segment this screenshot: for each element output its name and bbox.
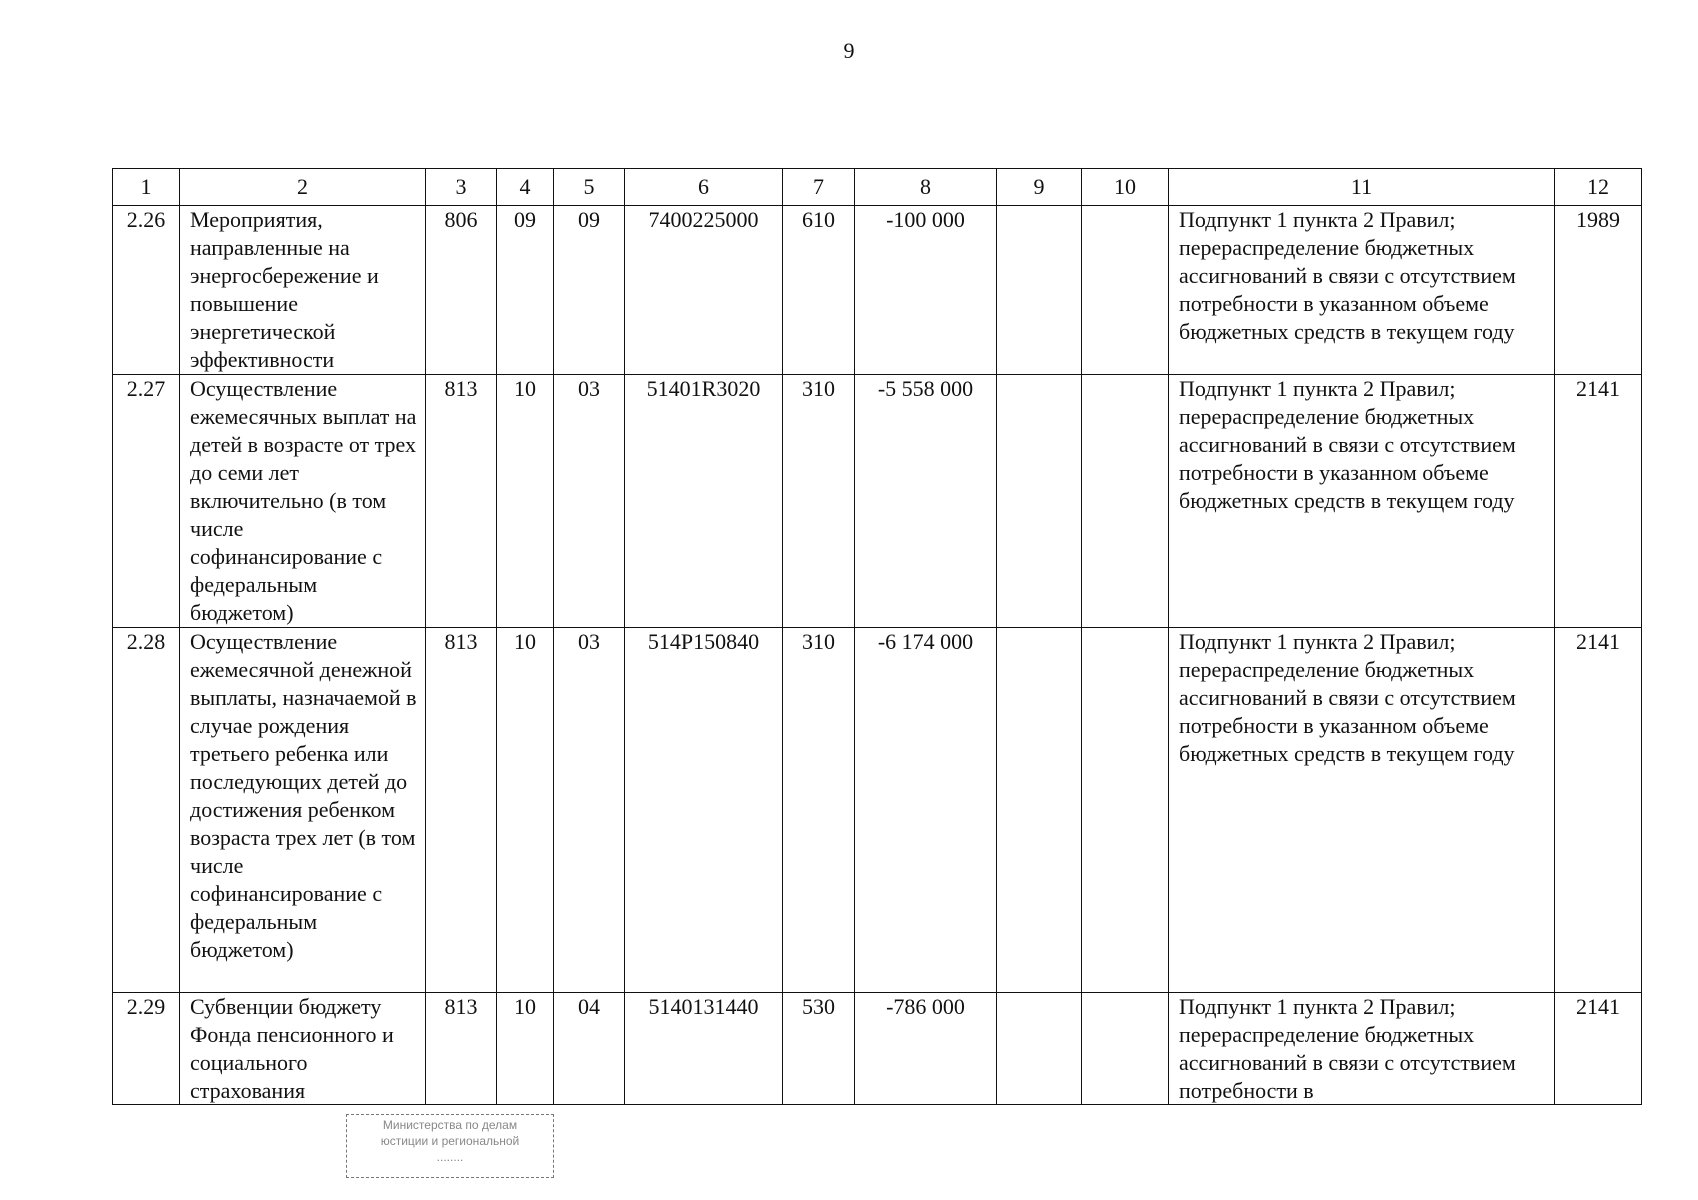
column-header: 6 bbox=[625, 169, 783, 206]
column-header: 7 bbox=[783, 169, 855, 206]
cell-col-7: 310 bbox=[783, 375, 855, 628]
cell-col-12: 1989 bbox=[1555, 206, 1642, 375]
item-name-text: Субвенции бюджету Фонда пенсионного и социального страхования bbox=[190, 994, 394, 1103]
cell-col-9 bbox=[997, 993, 1082, 1105]
column-header: 8 bbox=[855, 169, 997, 206]
cell-col-6: 514P150840 bbox=[625, 628, 783, 993]
table-row bbox=[113, 206, 1642, 375]
cell-col-4: 10 bbox=[497, 375, 554, 628]
item-name: Мероприятия, направленные на энергосбережение и повышение энергетической эффективности bbox=[180, 206, 426, 375]
cell-basis: Подпункт 1 пункта 2 Правил; перераспределение бюджетных ассигнований в связи с отсутствием потребности в указанном объеме бюджетных средств в текущем году bbox=[1169, 375, 1555, 628]
cell-col-5: 03 bbox=[554, 375, 625, 628]
cell-col-6: 51401R3020 bbox=[625, 375, 783, 628]
cell-col-4: 10 bbox=[497, 993, 554, 1105]
column-header: 3 bbox=[426, 169, 497, 206]
column-header: 12 bbox=[1555, 169, 1642, 206]
cell-col-9 bbox=[997, 628, 1082, 993]
column-header: 10 bbox=[1082, 169, 1169, 206]
cell-col-10 bbox=[1082, 375, 1169, 628]
cell-col-7: 610 bbox=[783, 206, 855, 375]
page-number: 9 bbox=[843, 38, 855, 63]
cell-basis: Подпункт 1 пункта 2 Правил; перераспределение бюджетных ассигнований в связи с отсутствием потребности в указанном объеме бюджетных средств в текущем году bbox=[1169, 206, 1555, 375]
cell-basis: Подпункт 1 пункта 2 Правил; перераспределение бюджетных ассигнований в связи с отсутствием потребности в указанном объеме бюджетных средств в текущем году bbox=[1169, 628, 1555, 993]
cell-col-5: 09 bbox=[554, 206, 625, 375]
cell-amount: -100 000 bbox=[855, 206, 997, 375]
column-header: 11 bbox=[1169, 169, 1555, 206]
stamp-line: ........ bbox=[436, 1150, 464, 1164]
cell-col-6: 7400225000 bbox=[625, 206, 783, 375]
item-name: Осуществление ежемесячных выплат на детей в возрасте от трех до семи лет включительно (в том числе софинансирование с федеральным бюджетом) bbox=[180, 375, 426, 628]
cell-col-12: 2141 bbox=[1555, 993, 1642, 1105]
cell-col-9 bbox=[997, 375, 1082, 628]
cell-col-3: 813 bbox=[426, 628, 497, 993]
cell-col-9 bbox=[997, 206, 1082, 375]
stamp-line: юстиции и региональной bbox=[380, 1134, 520, 1148]
cell-col-12: 2141 bbox=[1555, 375, 1642, 628]
ministry-stamp bbox=[346, 1114, 554, 1178]
cell-amount: -786 000 bbox=[855, 993, 997, 1105]
item-name bbox=[180, 993, 426, 1105]
cell-col-10 bbox=[1082, 206, 1169, 375]
cell-amount: -5 558 000 bbox=[855, 375, 997, 628]
cell-col-5: 03 bbox=[554, 628, 625, 993]
column-header: 9 bbox=[997, 169, 1082, 206]
column-header: 5 bbox=[554, 169, 625, 206]
cell-col-7: 310 bbox=[783, 628, 855, 993]
row-number: 2.26 bbox=[113, 206, 180, 375]
cell-col-10 bbox=[1082, 993, 1169, 1105]
row-number: 2.27 bbox=[113, 375, 180, 628]
cell-col-12: 2141 bbox=[1555, 628, 1642, 993]
cell-basis-text: Подпункт 1 пункта 2 Правил; перераспределение бюджетных ассигнований в связи с отсутствием потребности в bbox=[1179, 994, 1516, 1103]
column-header: 4 bbox=[497, 169, 554, 206]
column-header: 2 bbox=[180, 169, 426, 206]
table-header bbox=[113, 169, 1642, 206]
table-row bbox=[113, 375, 1642, 628]
item-name: Осуществление ежемесячной денежной выплаты, назначаемой в случае рождения третьего ребенка или последующих детей до достижения ребенком возраста трех лет (в том числе софинансирование с федеральным бюджетом) bbox=[180, 628, 426, 993]
cell-col-6: 5140131440 bbox=[625, 993, 783, 1105]
row-number: 2.28 bbox=[113, 628, 180, 993]
cell-col-4: 10 bbox=[497, 628, 554, 993]
cell-col-3: 813 bbox=[426, 375, 497, 628]
column-header: 1 bbox=[113, 169, 180, 206]
stamp-line: Министерства по делам bbox=[382, 1118, 518, 1132]
budget-table bbox=[112, 168, 1642, 1105]
cell-col-3: 806 bbox=[426, 206, 497, 375]
cell-col-10 bbox=[1082, 628, 1169, 993]
cell-col-3: 813 bbox=[426, 993, 497, 1105]
cell-col-5: 04 bbox=[554, 993, 625, 1105]
cell-basis bbox=[1169, 993, 1555, 1105]
cell-col-4: 09 bbox=[497, 206, 554, 375]
cell-col-7: 530 bbox=[783, 993, 855, 1105]
cell-amount: -6 174 000 bbox=[855, 628, 997, 993]
table-row bbox=[113, 628, 1642, 993]
row-number: 2.29 bbox=[113, 993, 180, 1105]
table-row bbox=[113, 993, 1642, 1105]
